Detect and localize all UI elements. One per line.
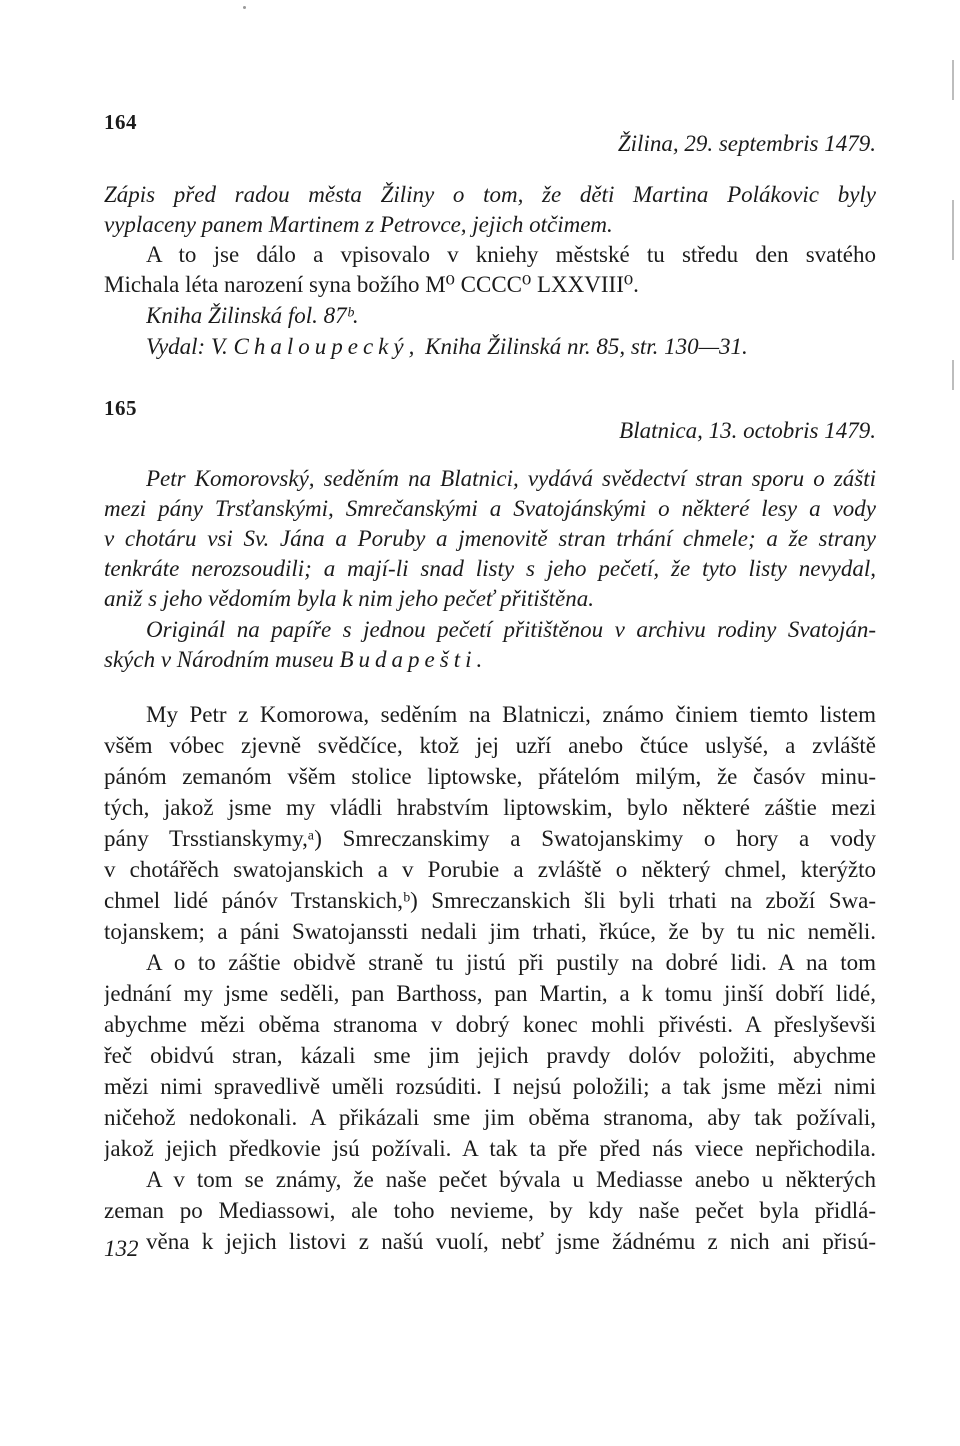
edition-reference: Kniha Žilinská nr. 85, str. 130—31. (425, 334, 748, 359)
edition-editor: Chaloupecký, (233, 334, 420, 359)
charter-text-line: všěm vóbec zjevně svědčíce, ktož jej uzří anebo čtúce uslyšé, a zvláště (104, 733, 876, 758)
charter-text-line: věna k jejich listovi z našú vuolí, nebť jsme žádnému z nich ani přisú- (146, 1229, 876, 1254)
charter-text-line: řeč obidvú stran, kázali sme jim jejich pravdy dolóv položiti, abychme (104, 1043, 876, 1068)
entry-164-dateline: Žilina, 29. septembris 1479. (617, 131, 876, 156)
charter-text-line: zeman po Mediassowi, ale toho nevieme, by kdy naše pečet byla přidlá- (104, 1198, 876, 1223)
entry-164-text-line: Michala léta narození syna božího M⁰ CCCC⁰ LXXVIII⁰. (104, 272, 639, 297)
archive-city: Budapešti. (339, 647, 488, 672)
scan-edge-marks (944, 60, 954, 460)
charter-text-line: jednání my jsme seděli, pan Barthoss, pan Martin, a k tomu jinší dobří lidé, (104, 981, 876, 1006)
entry-164-text-line: A to jse dálo a vpisovalo v kniehy městské tu středu den svatého (146, 242, 876, 267)
charter-text-line: mězi nimi spravedlivě uměli rozsúditi. I nejsú položili; a tak jsme mězi nimi (104, 1074, 876, 1099)
entry-165-summary-line: v chotáru vsi Sv. Jána a Poruby a jmenovitě stran trhání chmele; a že strany (104, 526, 876, 551)
charter-text-line: pánóm zemanóm všěm stolice liptowske, přátelóm milým, že časóv minu- (104, 764, 876, 789)
charter-text-line: chmel lidé pánóv Trstanskich,ᵇ) Smreczanskich šli byli trhati na zboží Swa- (104, 888, 876, 913)
speck (243, 6, 246, 9)
entry-number-164: 164 (104, 110, 137, 134)
entry-164-edition (146, 332, 918, 362)
charter-text-line: tojanskem; a páni Swatojanssti nedali jim trhati, řkúce, že by tu nic neměli. (104, 919, 876, 944)
entry-164-summary-line: Zápis před radou města Žiliny o tom, že děti Martina Polákovic byly (104, 182, 876, 207)
charter-text-line: A v tom se známy, že naše pečet bývala u Mediasse anebo u některých (146, 1167, 876, 1192)
charter-text-line: ničehož nedokonali. A přikázali sme jim oběma stranoma, aby tak požívali, (104, 1105, 876, 1130)
charter-text-line: My Petr z Komorowa, seděním na Blatniczi, známo činiem tiemto listem (146, 702, 876, 727)
charter-text-line: tých, jakož jsme my vládli hrabstvím liptowskim, bylo některé záštie mezi (104, 795, 876, 820)
entry-164-summary-line: vyplaceny panem Martinem z Petrovce, jejich otčimem. (104, 212, 613, 237)
entry-165-summary-line: Petr Komorovský, seděním na Blatnici, vydává svědectví stran sporu o zášti (146, 466, 876, 491)
entry-164-source: Kniha Žilinská fol. 87ᵇ. (146, 303, 359, 328)
entry-number-165: 165 (104, 396, 137, 420)
entry-165-archive-line: Originál na papíře s jednou pečetí přitištěnou v archivu rodiny Svatoján- (146, 617, 876, 642)
charter-text-line: jakož jejich předkovie jsú požívali. A tak ta pře před nás viece nepřichodila. (104, 1136, 876, 1161)
archive-location: ských v Národním museu (104, 647, 334, 672)
entry-165-summary-line: aniž s jeho vědomím byla k nim jeho pečeť přitištěna. (104, 586, 594, 611)
charter-text-line: abychme mězi oběma stranoma v dobrý konec mohli přivésti. A přeslyševši (104, 1012, 876, 1037)
edition-prefix: Vydal: V. (146, 334, 228, 359)
charter-text-line: A o to záštie obidvě straně tu jistú při pustily na dobré lidi. A na tom (146, 950, 876, 975)
entry-165-summary-line: tenkráte nerozsoudili; a mají-li snad listy s jeho pečetí, že tyto listy nevydal, (104, 556, 876, 581)
entry-165-dateline: Blatnica, 13. octobris 1479. (619, 418, 876, 443)
charter-text-line: v chotářěch swatojanskich a v Porubie a zvláště o některý chmel, kterýžto (104, 857, 876, 882)
entry-165-archive-line (104, 645, 876, 675)
charter-text-line: pány Trsstianskymy,ᵃ) Smreczanskimy a Swatojanskimy o hory a vody (104, 826, 876, 851)
folio-mark: 132 (104, 1236, 139, 1261)
entry-165-summary-line: mezi pány Trsťanskými, Smrečanskými a Svatojánskými o některé lesy a vody (104, 496, 876, 521)
